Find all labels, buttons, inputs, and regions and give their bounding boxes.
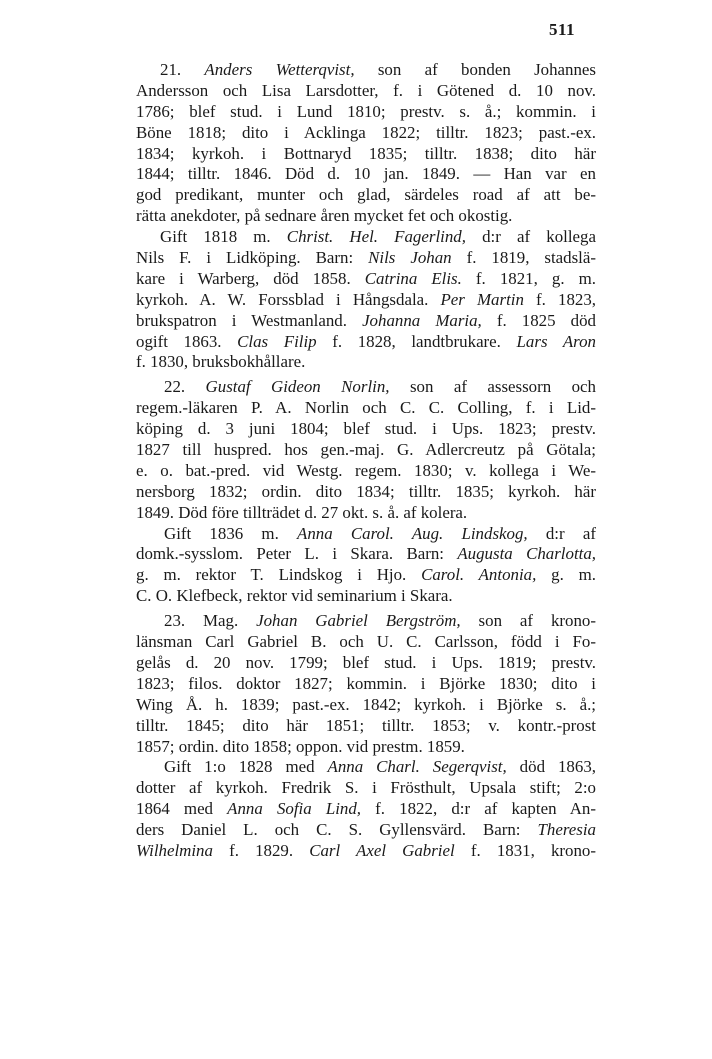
text-line: [136, 164, 596, 185]
text-segment: f. 1829.: [212, 840, 310, 860]
text-segment: f. 1830, bruksbokhållare.: [136, 352, 306, 372]
person-name: Theresia: [537, 820, 596, 840]
text-line: [136, 632, 596, 653]
text-segment: f. 1831, krono-: [454, 840, 596, 860]
text-segment: 22.: [164, 377, 206, 397]
text-line: [136, 611, 596, 632]
text-segment: ders Daniel L. och C. S. Gyllensvärd. Barn:: [136, 820, 538, 840]
text-segment: brukspatron i Westmanland.: [136, 310, 363, 330]
text-line: [136, 799, 596, 820]
biography-entry-21: [136, 60, 596, 373]
person-name: Per Martin: [440, 289, 524, 309]
text-segment: f. 1825 död: [481, 310, 596, 330]
text-line: [136, 290, 596, 311]
text-segment: nersborg 1832; ordin. dito 1834; tilltr. 1835; kyrkoh. här: [136, 481, 596, 501]
text-segment: 1864 med: [136, 799, 228, 819]
text-line: [136, 269, 596, 290]
person-name: Carol. Antonia,: [421, 565, 537, 585]
text-segment: köping d. 3 juni 1804; blef stud. i Ups. 1823; prestv.: [136, 419, 596, 439]
person-name: Anna Sofia Lind,: [227, 799, 362, 819]
text-segment: 1849. Död före tillträdet d. 27 okt. s. å. af kolera.: [136, 502, 468, 522]
person-name: Johan Gabriel Bergström,: [256, 611, 461, 631]
text-segment: g. m. rektor T. Lindskog i Hjo.: [136, 565, 422, 585]
text-line: [136, 60, 596, 81]
text-segment: son af assessorn och: [389, 377, 596, 397]
text-line: [136, 440, 596, 461]
text-line: [136, 737, 596, 758]
text-segment: f. 1819, stadslä-: [451, 248, 596, 268]
text-segment: e. o. bat.-pred. vid Westg. regem. 1830; v. kollega i We-: [136, 460, 596, 480]
text-segment: 1786; blef stud. i Lund 1810; prestv. s. å.; kommin. i: [136, 101, 596, 121]
text-line: [136, 185, 596, 206]
text-segment: son af bonden Johannes: [354, 60, 596, 79]
text-segment: Gift 1818 m.: [160, 227, 287, 247]
text-segment: Nils F. i Lidköping. Barn:: [136, 248, 369, 268]
text-segment: dotter af kyrkoh. Fredrik S. i Frösthult, Upsala stift; 2:o: [136, 778, 596, 798]
text-segment: 1834; kyrkoh. i Bottnaryd 1835; tilltr. 1838; dito här: [136, 143, 596, 163]
text-line: [136, 144, 596, 165]
text-segment: tilltr. 1845; dito här 1851; tilltr. 1853; v. kontr.-prost: [136, 715, 596, 735]
text-segment: C. O. Klefbeck, rektor vid seminarium i Skara.: [136, 586, 453, 606]
text-line: [136, 206, 596, 227]
text-segment: 1844; tilltr. 1846. Död d. 10 jan. 1849. — Han var en: [136, 164, 596, 184]
text-line: [136, 841, 596, 862]
text-line: [136, 352, 596, 373]
person-name: Gustaf Gideon Norlin,: [205, 377, 390, 397]
text-segment: son af krono-: [460, 611, 596, 631]
text-segment: Gift 1836 m.: [164, 523, 298, 543]
text-segment: rätta anekdoter, på sednare åren mycket fet och okostig.: [136, 206, 513, 226]
text-segment: gelås d. 20 nov. 1799; blef stud. i Ups. 1819; prestv.: [136, 652, 596, 672]
text-line: [136, 377, 596, 398]
text-line: [136, 332, 596, 353]
text-line: [136, 398, 596, 419]
person-name: Christ. Hel. Fagerlind,: [286, 227, 466, 247]
text-segment: 21.: [160, 60, 205, 79]
text-segment: 1827 till huspred. hos gen.-maj. G. Adlercreutz på Götala;: [136, 440, 596, 460]
text-segment: död 1863,: [506, 757, 596, 777]
person-name: Lars Aron: [516, 331, 596, 351]
text-line: [136, 248, 596, 269]
text-line: [136, 674, 596, 695]
person-name: Catrina Elis.: [364, 268, 462, 288]
person-name: Augusta Charlotta,: [457, 544, 596, 564]
text-segment: länsman Carl Gabriel B. och U. C. Carlsson, född i Fo-: [136, 632, 596, 652]
text-segment: d:r af: [527, 523, 596, 543]
text-segment: Gift 1:o 1828 med: [164, 757, 328, 777]
person-name: Carl Axel Gabriel: [309, 840, 455, 860]
person-name: Clas Filip: [237, 331, 317, 351]
text-line: [136, 544, 596, 565]
biography-entry-23: [136, 611, 596, 862]
text-line: [136, 227, 596, 248]
text-segment: god predikant, munter och glad, särdeles road af att be-: [136, 185, 596, 205]
text-segment: 1857; ordin. dito 1858; oppon. vid prestm. 1859.: [136, 736, 465, 756]
text-line: [136, 820, 596, 841]
text-segment: d:r af kollega: [465, 227, 596, 247]
text-line: [136, 716, 596, 737]
text-line: [136, 311, 596, 332]
text-segment: f. 1821, g. m.: [461, 268, 596, 288]
text-line: [136, 757, 596, 778]
text-line: [136, 81, 596, 102]
text-line: [136, 482, 596, 503]
text-line: [136, 123, 596, 144]
text-segment: kare i Warberg, död 1858.: [136, 268, 365, 288]
text-segment: Böne 1818; dito i Acklinga 1822; tilltr. 1823; past.-ex.: [136, 122, 596, 142]
text-segment: kyrkoh. A. W. Forssblad i Hångsdala.: [136, 289, 441, 309]
text-line: [136, 461, 596, 482]
text-line: [136, 524, 596, 545]
person-name: Anna Carol. Aug. Lindskog,: [297, 523, 528, 543]
text-segment: f. 1823,: [523, 289, 597, 309]
text-line: [136, 419, 596, 440]
text-line: [136, 695, 596, 716]
text-segment: 1823; filos. doktor 1827; kommin. i Björke 1830; dito i: [136, 673, 596, 693]
text-segment: Andersson och Lisa Larsdotter, f. i Götened d. 10 nov.: [136, 80, 596, 100]
text-segment: f. 1822, d:r af kapten An-: [361, 799, 596, 819]
person-name: Anna Charl. Segerqvist,: [327, 757, 507, 777]
text-column: [136, 60, 596, 862]
text-segment: 23. Mag.: [164, 611, 257, 631]
text-line: [136, 503, 596, 524]
text-line: [136, 653, 596, 674]
text-segment: domk.-sysslom. Peter L. i Skara. Barn:: [136, 544, 458, 564]
page-number: 511: [548, 20, 575, 39]
text-line: [136, 778, 596, 799]
text-segment: ogift 1863.: [136, 331, 238, 351]
text-line: [136, 102, 596, 123]
person-name: Johanna Maria,: [362, 310, 482, 330]
text-line: [136, 565, 596, 586]
text-segment: f. 1828, landtbrukare.: [316, 331, 517, 351]
biography-entry-22: [136, 377, 596, 607]
text-segment: regem.-läkaren P. A. Norlin och C. C. Colling, f. i Lid-: [136, 398, 596, 418]
person-name: Wilhelmina: [136, 840, 213, 860]
text-segment: g. m.: [536, 565, 596, 585]
text-segment: Wing Å. h. 1839; past.-ex. 1842; kyrkoh. i Björke s. å.;: [136, 694, 596, 714]
text-line: [136, 586, 596, 607]
person-name: Anders Wetterqvist,: [204, 60, 355, 79]
person-name: Nils Johan: [368, 248, 452, 268]
